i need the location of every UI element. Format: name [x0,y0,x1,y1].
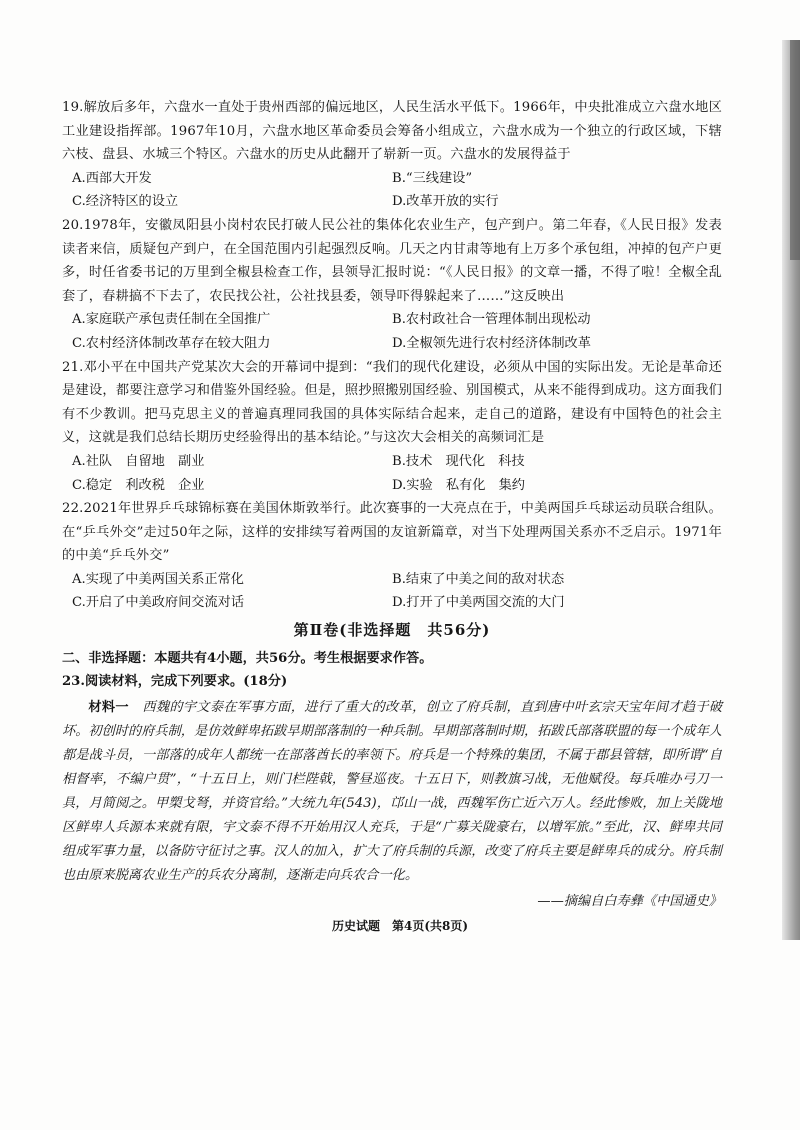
scan-edge-shadow-top [790,40,800,260]
question-19-option-c: C.经济特区的设立 [72,194,179,210]
page-footer: 历史试题 第4页(共8页) [331,919,469,933]
question-20-option-a: A.家庭联产承包责任制在全国推广 [72,312,271,328]
question-19 [62,96,722,214]
question-20-option-d: D.全椒领先进行农村经济体制改革 [392,335,591,351]
question-21-option-d: D.实验 私有化 集约 [392,477,525,493]
question-20-options [62,308,722,355]
question-22-option-b: B.结束了中美之间的敌对状态 [392,571,565,587]
material-1-text: 西魏的宇文泰在军事方面，进行了重大的改革，创立了府兵制，直到唐中叶玄宗天宝年间才趋于破坏。初创时的府兵制，是仿效鲜卑拓跋早期部落制的一种兵制。早期部落制时期，拓跋氏部落联盟的每一个成年人都是战斗员，一部落的成年人都统一在部落酋长的率领下。府兵是一个特殊的集团，不属于郡县管辖，即所谓“自相督率，不编户贯”，“十五日上，则门栏陛戟，警昼巡夜。十五日下，则教旗习战，无他赋役。每兵唯办弓刀一具，月简阅之。甲槊戈弩，并资官给。”大统九年(543)，邙山一战，西魏军伤亡近六万人。经此惨败，加上关陇地区鲜卑人兵源本来就有限，宇文泰不得不开始用汉人充兵，于是“广募关陇豪右，以增军旅。”至此，汉、鲜卑共同组成军事力量，以备防守征讨之事。汉人的加入，扩大了府兵制的兵源，改变了府兵主要是鲜卑兵的成分。府兵制也由原来脱离农业生产的兵农分离制，逐渐走向兵农合一化。 [62,699,723,883]
question-20-option-c: C.农村经济体制改革存在较大阻力 [72,335,271,351]
question-19-stem: 19.解放后多年，六盘水一直处于贵州西部的偏远地区，人民生活水平低下。1966年，中央批准成立六盘水地区工业建设指挥部。1967年10月，六盘水地区革命委员会筹备小组成立，六盘水成为一个独立的行政区域，下辖六枝、盘县、水城三个特区。六盘水的历史从此翻开了崭新一页。六盘水的发展得益于 [62,100,722,163]
question-22-stem: 22.2021年世界乒乓球锦标赛在美国休斯敦举行。此次赛事的一大亮点在于，中美两国乒乓球运动员联合组队。在“乒乓外交”走过50年之际，这样的安排续写着两国的友谊新篇章，对当下处理两国关系亦不乏启示。1971年的中美“乒乓外交” [62,501,722,564]
question-19-option-b: B.“三线建设” [392,170,473,186]
question-21-option-b: B.技术 现代化 科技 [392,453,525,469]
question-19-option-d: D.改革开放的实行 [392,194,499,210]
question-19-options [62,167,722,214]
section-2-title: 第Ⅱ卷(非选择题 共56分) [293,621,491,640]
material-1-source: ——摘编自白寿彝《中国通史》 [537,893,722,909]
question-22-option-a: A.实现了中美两国关系正常化 [72,571,244,587]
question-21-option-c: C.稳定 利改税 企业 [72,477,205,493]
question-21 [62,356,722,498]
question-22-options [62,568,722,615]
material-1-label: 材料一 [88,699,129,715]
material-1 [62,696,722,888]
question-20-stem: 20.1978年，安徽凤阳县小岗村农民打破人民公社的集体化农业生产，包产到户。第二年春，《人民日报》发表读者来信，质疑包产到户，在全国范围内引起强烈反响。几天之内甘肃等地有上万多个承包组，冲掉的包产户更多，时任省委书记的万里到全椒县检查工作，县领导汇报时说：“《人民日报》的文章一播，不得了啦！全椒全乱套了，春耕搞不下去了，农民找公社，公社找县委，领导吓得躲起来了……”这反映出 [62,217,722,304]
question-21-stem: 21.邓小平在中国共产党某次大会的开幕词中提到：“我们的现代化建设，必须从中国的实际出发。无论是革命还是建设，都要注意学习和借鉴外国经验。但是，照抄照搬别国经验、别国模式，从来不能得到成功。这方面我们有不少教训。把马克思主义的普遍真理同我国的具体实际结合起来，走自己的道路，建设有中国特色的社会主义，这就是我们总结长期历史经验得出的基本结论。”与这次大会相关的高频词汇是 [62,359,722,446]
question-23-header: 23.阅读材料，完成下列要求。(18分) [62,674,288,690]
question-21-options [62,450,722,497]
section-2-instruction: 二、非选择题：本题共有4小题，共56分。考生根据要求作答。 [62,650,433,666]
question-22-option-d: D.打开了中美两国交流的大门 [392,595,565,611]
page-content [62,96,722,913]
question-22 [62,497,722,615]
question-19-option-a: A.西部大开发 [72,170,152,186]
question-21-option-a: A.社队 自留地 副业 [72,453,205,469]
question-20 [62,214,722,356]
question-20-option-b: B.农村政社合一管理体制出现松动 [392,312,591,328]
question-22-option-c: C.开启了中美政府间交流对话 [72,595,245,611]
